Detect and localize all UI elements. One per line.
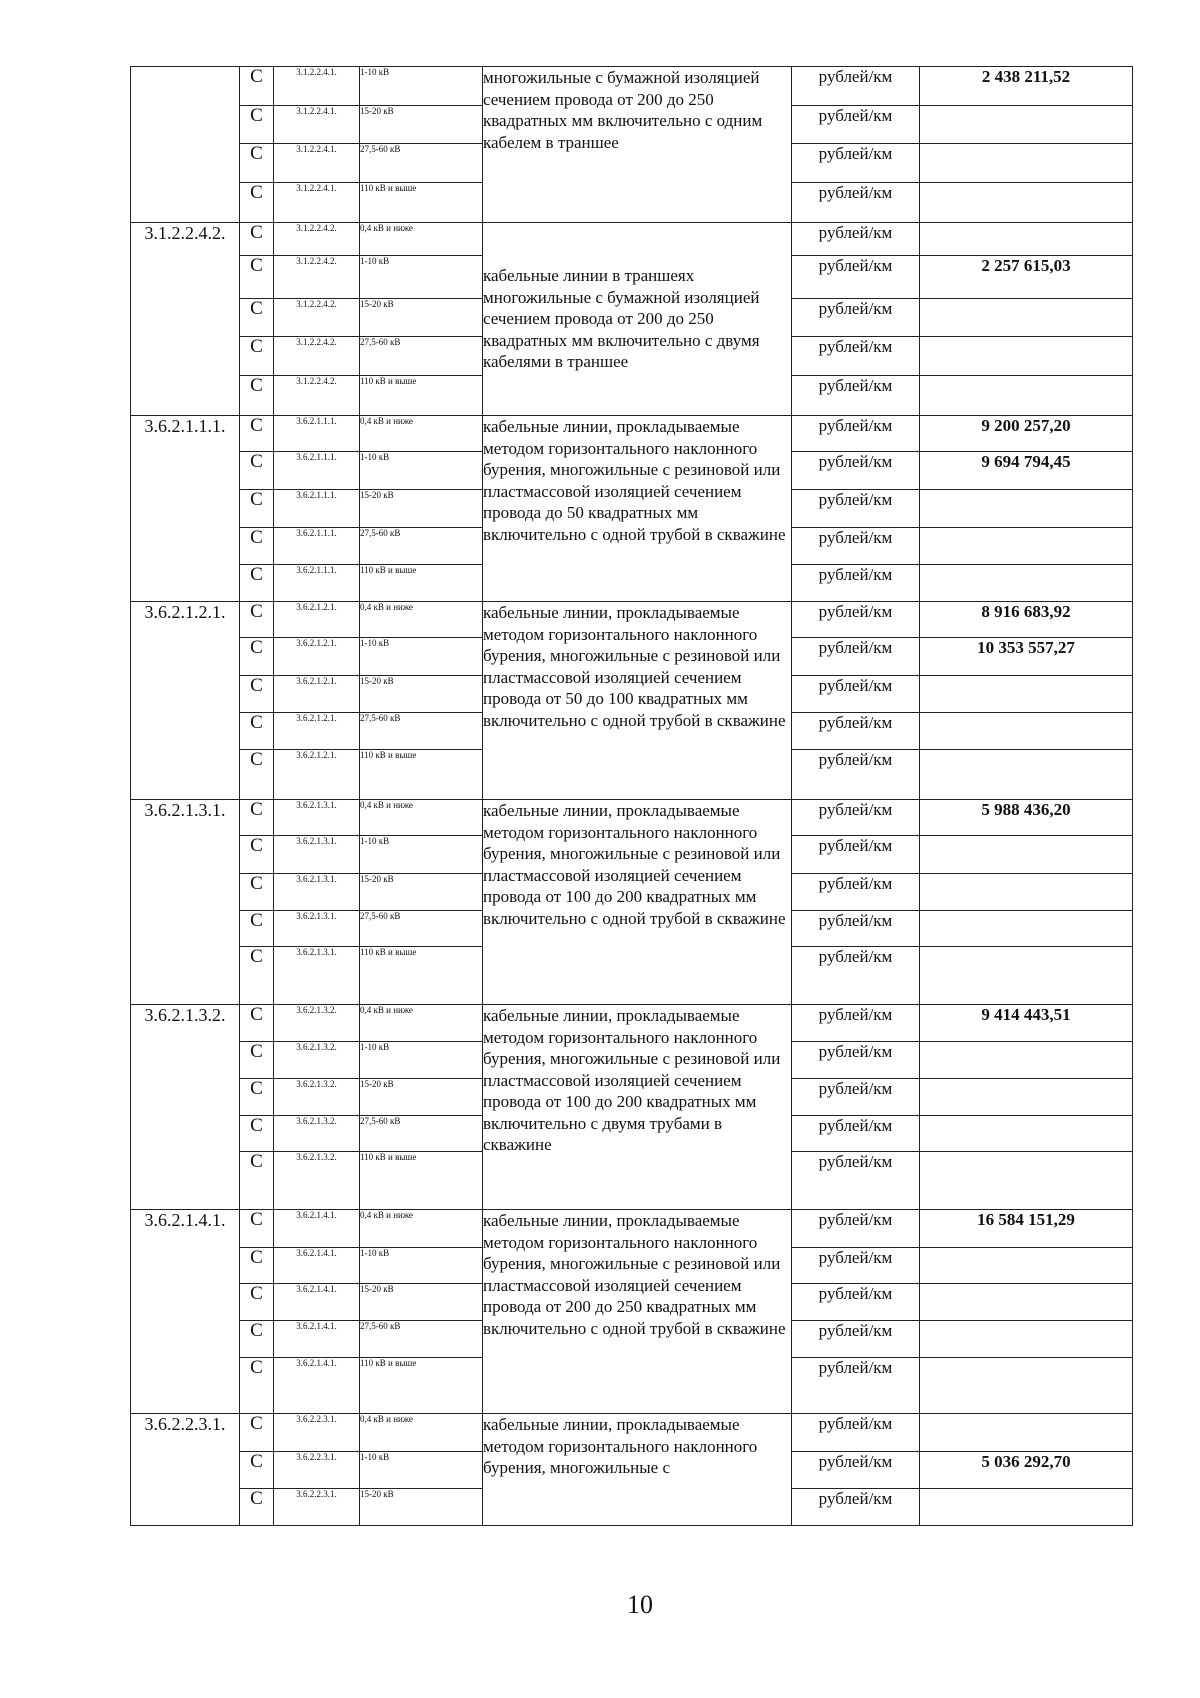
price-cell: 2 438 211,52: [920, 67, 1133, 106]
group-code-cell: 3.6.2.1.4.1.: [131, 1210, 240, 1414]
group-code-cell: 3.6.2.1.3.1.: [131, 800, 240, 1005]
unit-cell: рублей/км: [792, 565, 920, 602]
unit-cell: рублей/км: [792, 602, 920, 638]
subcode-cell: 3.6.2.1.1.1.: [274, 565, 360, 602]
category-cell: С: [240, 376, 274, 416]
subcode-cell: 3.1.2.2.4.2.: [274, 256, 360, 299]
price-cell: [920, 676, 1133, 713]
price-cell: [920, 1152, 1133, 1210]
unit-cell: рублей/км: [792, 376, 920, 416]
table-row: [131, 223, 1133, 256]
table-row: [131, 1414, 1133, 1452]
group-code-cell: 3.6.2.1.3.2.: [131, 1005, 240, 1210]
category-cell: С: [240, 565, 274, 602]
category-cell: С: [240, 1414, 274, 1452]
voltage-cell: 27,5-60 кВ: [360, 337, 483, 376]
table-row: [131, 800, 1133, 836]
voltage-cell: 15-20 кВ: [360, 1489, 483, 1526]
price-cell: [920, 911, 1133, 947]
voltage-cell: 15-20 кВ: [360, 1284, 483, 1321]
category-cell: С: [240, 144, 274, 183]
subcode-cell: 3.6.2.1.4.1.: [274, 1248, 360, 1284]
description-cell: кабельные линии, прокладываемые методом горизонтального наклонного бурения, многожильные с: [483, 1414, 792, 1526]
unit-cell: рублей/км: [792, 1042, 920, 1079]
unit-cell: рублей/км: [792, 1152, 920, 1210]
voltage-cell: 110 кВ и выше: [360, 947, 483, 1005]
category-cell: С: [240, 1321, 274, 1358]
voltage-cell: 110 кВ и выше: [360, 376, 483, 416]
unit-cell: рублей/км: [792, 183, 920, 223]
subcode-cell: 3.1.2.2.4.1.: [274, 183, 360, 223]
category-cell: С: [240, 676, 274, 713]
unit-cell: рублей/км: [792, 299, 920, 337]
table-row: [131, 602, 1133, 638]
description-cell: кабельные линии, прокладываемые методом горизонтального наклонного бурения, многожильные с резиновой или пластмассовой изоляцией сечением провода от 100 до 200 квадратных мм включительно с одной трубой в скважине: [483, 800, 792, 1005]
unit-cell: рублей/км: [792, 947, 920, 1005]
unit-cell: рублей/км: [792, 416, 920, 452]
voltage-cell: 0,4 кВ и ниже: [360, 1414, 483, 1452]
description-cell: кабельные линии, прокладываемые методом горизонтального наклонного бурения, многожильные с резиновой или пластмассовой изоляцией сечением провода от 50 до 100 квадратных мм включительно с одной трубой в скважине: [483, 602, 792, 800]
voltage-cell: 0,4 кВ и ниже: [360, 800, 483, 836]
category-cell: С: [240, 713, 274, 750]
category-cell: С: [240, 1005, 274, 1042]
voltage-cell: 1-10 кВ: [360, 1452, 483, 1489]
price-cell: 5 036 292,70: [920, 1452, 1133, 1489]
category-cell: С: [240, 1079, 274, 1116]
price-cell: 9 414 443,51: [920, 1005, 1133, 1042]
price-cell: 2 257 615,03: [920, 256, 1133, 299]
price-cell: 10 353 557,27: [920, 638, 1133, 676]
group-code-cell: 3.6.2.1.2.1.: [131, 602, 240, 800]
price-cell: [920, 874, 1133, 911]
voltage-cell: 0,4 кВ и ниже: [360, 223, 483, 256]
price-cell: [920, 106, 1133, 144]
table-row: [131, 67, 1133, 106]
group-code-cell: [131, 67, 240, 223]
subcode-cell: 3.6.2.1.3.2.: [274, 1116, 360, 1152]
subcode-cell: 3.6.2.1.3.2.: [274, 1042, 360, 1079]
subcode-cell: 3.6.2.1.3.2.: [274, 1152, 360, 1210]
price-cell: [920, 1042, 1133, 1079]
subcode-cell: 3.6.2.1.3.1.: [274, 836, 360, 874]
price-cell: [920, 1079, 1133, 1116]
category-cell: С: [240, 299, 274, 337]
voltage-cell: 1-10 кВ: [360, 638, 483, 676]
price-cell: [920, 144, 1133, 183]
page-number: 10: [627, 1590, 653, 1619]
voltage-cell: 27,5-60 кВ: [360, 1321, 483, 1358]
price-cell: [920, 1358, 1133, 1414]
voltage-cell: 110 кВ и выше: [360, 1358, 483, 1414]
subcode-cell: 3.6.2.1.4.1.: [274, 1358, 360, 1414]
subcode-cell: 3.1.2.2.4.2.: [274, 337, 360, 376]
unit-cell: рублей/км: [792, 750, 920, 800]
price-cell: [920, 1489, 1133, 1526]
subcode-cell: 3.6.2.1.3.1.: [274, 911, 360, 947]
unit-cell: рублей/км: [792, 1116, 920, 1152]
category-cell: С: [240, 183, 274, 223]
price-cell: [920, 376, 1133, 416]
price-cell: [920, 223, 1133, 256]
price-cell: [920, 337, 1133, 376]
category-cell: С: [240, 528, 274, 565]
voltage-cell: 27,5-60 кВ: [360, 911, 483, 947]
subcode-cell: 3.6.2.1.3.1.: [274, 800, 360, 836]
description-cell: кабельные линии, прокладываемые методом горизонтального наклонного бурения, многожильные с резиновой или пластмассовой изоляцией сечением провода от 100 до 200 квадратных мм включительно с двумя трубами в скважине: [483, 1005, 792, 1210]
price-cell: [920, 299, 1133, 337]
price-cell: [920, 565, 1133, 602]
subcode-cell: 3.6.2.1.2.1.: [274, 713, 360, 750]
group-code-cell: 3.6.2.1.1.1.: [131, 416, 240, 602]
unit-cell: рублей/км: [792, 800, 920, 836]
subcode-cell: 3.6.2.1.2.1.: [274, 602, 360, 638]
price-cell: 5 988 436,20: [920, 800, 1133, 836]
category-cell: С: [240, 1116, 274, 1152]
voltage-cell: 15-20 кВ: [360, 874, 483, 911]
voltage-cell: 0,4 кВ и ниже: [360, 1210, 483, 1248]
subcode-cell: 3.6.2.2.3.1.: [274, 1452, 360, 1489]
unit-cell: рублей/км: [792, 1210, 920, 1248]
subcode-cell: 3.6.2.2.3.1.: [274, 1414, 360, 1452]
price-cell: 9 694 794,45: [920, 452, 1133, 490]
category-cell: С: [240, 602, 274, 638]
description-cell: кабельные линии, прокладываемые методом горизонтального наклонного бурения, многожильные с резиновой или пластмассовой изоляцией сечением провода до 50 квадратных мм включительно с одной трубой в скважине: [483, 416, 792, 602]
price-cell: 9 200 257,20: [920, 416, 1133, 452]
category-cell: С: [240, 223, 274, 256]
category-cell: С: [240, 1042, 274, 1079]
category-cell: С: [240, 911, 274, 947]
table-row: [131, 1005, 1133, 1042]
unit-cell: рублей/км: [792, 874, 920, 911]
unit-cell: рублей/км: [792, 452, 920, 490]
price-cell: [920, 1248, 1133, 1284]
subcode-cell: 3.6.2.1.3.1.: [274, 947, 360, 1005]
group-code-cell: 3.6.2.2.3.1.: [131, 1414, 240, 1526]
subcode-cell: 3.1.2.2.4.1.: [274, 106, 360, 144]
price-cell: [920, 1284, 1133, 1321]
table-row: [131, 416, 1133, 452]
price-cell: [920, 750, 1133, 800]
category-cell: С: [240, 947, 274, 1005]
unit-cell: рублей/км: [792, 911, 920, 947]
category-cell: С: [240, 337, 274, 376]
unit-cell: рублей/км: [792, 836, 920, 874]
unit-cell: рублей/км: [792, 337, 920, 376]
voltage-cell: 27,5-60 кВ: [360, 528, 483, 565]
category-cell: С: [240, 452, 274, 490]
subcode-cell: 3.6.2.1.1.1.: [274, 416, 360, 452]
category-cell: С: [240, 1452, 274, 1489]
price-cell: [920, 947, 1133, 1005]
price-cell: [920, 1116, 1133, 1152]
unit-cell: рублей/км: [792, 1489, 920, 1526]
voltage-cell: 15-20 кВ: [360, 490, 483, 528]
subcode-cell: 3.6.2.1.3.2.: [274, 1079, 360, 1116]
unit-cell: рублей/км: [792, 1079, 920, 1116]
subcode-cell: 3.1.2.2.4.1.: [274, 144, 360, 183]
voltage-cell: 15-20 кВ: [360, 299, 483, 337]
unit-cell: рублей/км: [792, 1284, 920, 1321]
subcode-cell: 3.6.2.1.2.1.: [274, 638, 360, 676]
unit-cell: рублей/км: [792, 713, 920, 750]
subcode-cell: 3.6.2.1.1.1.: [274, 528, 360, 565]
group-code-cell: 3.1.2.2.4.2.: [131, 223, 240, 416]
category-cell: С: [240, 1210, 274, 1248]
category-cell: С: [240, 1358, 274, 1414]
unit-cell: рублей/км: [792, 144, 920, 183]
unit-cell: рублей/км: [792, 106, 920, 144]
unit-cell: рублей/км: [792, 1321, 920, 1358]
subcode-cell: 3.1.2.2.4.2.: [274, 223, 360, 256]
subcode-cell: 3.6.2.1.2.1.: [274, 750, 360, 800]
unit-cell: рублей/км: [792, 1358, 920, 1414]
subcode-cell: 3.6.2.1.1.1.: [274, 490, 360, 528]
voltage-cell: 15-20 кВ: [360, 676, 483, 713]
voltage-cell: 1-10 кВ: [360, 1042, 483, 1079]
price-cell: [920, 528, 1133, 565]
voltage-cell: 0,4 кВ и ниже: [360, 602, 483, 638]
category-cell: С: [240, 1284, 274, 1321]
voltage-cell: 1-10 кВ: [360, 256, 483, 299]
unit-cell: рублей/км: [792, 1005, 920, 1042]
subcode-cell: 3.1.2.2.4.2.: [274, 299, 360, 337]
price-cell: 16 584 151,29: [920, 1210, 1133, 1248]
subcode-cell: 3.6.2.2.3.1.: [274, 1489, 360, 1526]
unit-cell: рублей/км: [792, 528, 920, 565]
subcode-cell: 3.6.2.1.2.1.: [274, 676, 360, 713]
category-cell: С: [240, 1152, 274, 1210]
voltage-cell: 27,5-60 кВ: [360, 144, 483, 183]
voltage-cell: 27,5-60 кВ: [360, 1116, 483, 1152]
price-cell: 8 916 683,92: [920, 602, 1133, 638]
table-row: [131, 1210, 1133, 1248]
unit-cell: рублей/км: [792, 256, 920, 299]
category-cell: С: [240, 874, 274, 911]
price-cell: [920, 490, 1133, 528]
unit-cell: рублей/км: [792, 1248, 920, 1284]
voltage-cell: 110 кВ и выше: [360, 750, 483, 800]
voltage-cell: 15-20 кВ: [360, 1079, 483, 1116]
description-cell: кабельные линии в траншеях многожильные с бумажной изоляцией сечением провода от 200 до 250 квадратных мм включительно с двумя кабелями в траншее: [483, 223, 792, 416]
subcode-cell: 3.6.2.1.1.1.: [274, 452, 360, 490]
category-cell: С: [240, 836, 274, 874]
price-cell: [920, 713, 1133, 750]
subcode-cell: 3.6.2.1.4.1.: [274, 1321, 360, 1358]
price-cell: [920, 1321, 1133, 1358]
subcode-cell: 3.1.2.2.4.2.: [274, 376, 360, 416]
voltage-cell: 1-10 кВ: [360, 836, 483, 874]
price-cell: [920, 836, 1133, 874]
voltage-cell: 1-10 кВ: [360, 452, 483, 490]
category-cell: С: [240, 1489, 274, 1526]
unit-cell: рублей/км: [792, 490, 920, 528]
description-cell: кабельные линии, прокладываемые методом горизонтального наклонного бурения, многожильные с резиновой или пластмассовой изоляцией сечением провода от 200 до 250 квадратных мм включительно с одной трубой в скважине: [483, 1210, 792, 1414]
category-cell: С: [240, 416, 274, 452]
voltage-cell: 15-20 кВ: [360, 106, 483, 144]
category-cell: С: [240, 67, 274, 106]
voltage-cell: 110 кВ и выше: [360, 1152, 483, 1210]
unit-cell: рублей/км: [792, 1452, 920, 1489]
voltage-cell: 1-10 кВ: [360, 67, 483, 106]
voltage-cell: 110 кВ и выше: [360, 183, 483, 223]
category-cell: С: [240, 256, 274, 299]
unit-cell: рублей/км: [792, 223, 920, 256]
subcode-cell: 3.1.2.2.4.1.: [274, 67, 360, 106]
voltage-cell: 110 кВ и выше: [360, 565, 483, 602]
category-cell: С: [240, 800, 274, 836]
category-cell: С: [240, 106, 274, 144]
voltage-cell: 1-10 кВ: [360, 1248, 483, 1284]
voltage-cell: 0,4 кВ и ниже: [360, 416, 483, 452]
unit-cell: рублей/км: [792, 67, 920, 106]
subcode-cell: 3.6.2.1.4.1.: [274, 1210, 360, 1248]
category-cell: С: [240, 1248, 274, 1284]
unit-cell: рублей/км: [792, 676, 920, 713]
voltage-cell: 0,4 кВ и ниже: [360, 1005, 483, 1042]
category-cell: С: [240, 490, 274, 528]
unit-cell: рублей/км: [792, 638, 920, 676]
tariff-table: [130, 66, 1133, 1526]
price-cell: [920, 1414, 1133, 1452]
description-cell: многожильные с бумажной изоляцией сечением провода от 200 до 250 квадратных мм включительно с одним кабелем в траншее: [483, 67, 792, 223]
voltage-cell: 27,5-60 кВ: [360, 713, 483, 750]
unit-cell: рублей/км: [792, 1414, 920, 1452]
price-cell: [920, 183, 1133, 223]
category-cell: С: [240, 638, 274, 676]
subcode-cell: 3.6.2.1.4.1.: [274, 1284, 360, 1321]
subcode-cell: 3.6.2.1.3.1.: [274, 874, 360, 911]
category-cell: С: [240, 750, 274, 800]
subcode-cell: 3.6.2.1.3.2.: [274, 1005, 360, 1042]
